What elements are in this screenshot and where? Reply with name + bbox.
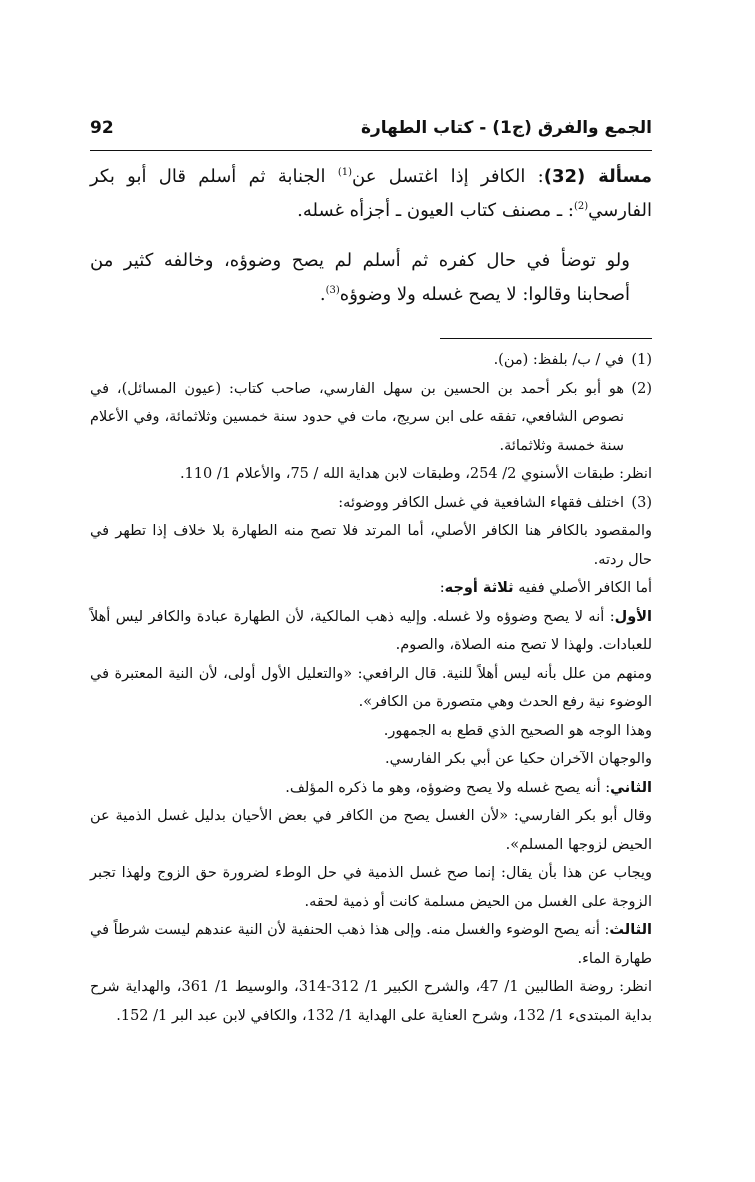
third-view-text: : أنه يصح الوضوء والغسل منه. وإلى هذا ذهب الحنفية لأن النية عندهم ليست شرطاً في طهارة الماء. [90, 922, 652, 967]
footnote-3-p6: والوجهان الآخران حكيا عن أبي بكر الفارسي. [385, 751, 652, 767]
footnote-3-p10 [90, 916, 652, 973]
body-paragraph-text: ولو توضأ في حال كفره ثم أسلم لم يصح وضوؤه، وخالفه كثير من أصحابنا وقالوا: لا يصح غسله ولا وضوؤه [90, 250, 630, 305]
second-view-text: : أنه يصح غسله ولا يصح وضوؤه، وهو ما ذكره المؤلف. [285, 779, 611, 796]
footnote-3-p2-text: أما الكافر الأصلي ففيه [513, 580, 652, 596]
footnote-3-p3 [90, 603, 652, 660]
body-paragraph [90, 244, 652, 312]
main-text [90, 160, 652, 312]
footnotes [90, 346, 652, 1030]
footnote-2-text: هو أبو بكر أحمد بن الحسين بن سهل الفارسي، صاحب كتاب: (عيون المسائل)، في نصوص الشافعي، تفقه على ابن سريج، مات في حدود سنة خمسين وثلاثمائة، وفي الأعلام سنة خمسة وثلاثمائة. [90, 380, 624, 454]
masala-text-1: : الكافر إذا اغتسل عن [352, 166, 544, 187]
page-number: 92 [90, 118, 114, 138]
footnote-number: (3) [631, 494, 652, 511]
footnote-3-source: انظر: روضة الطالبين 1/ 47، والشرح الكبير 1/ 312-314، والوسيط 1/ 361، والهداية شرح بداية المبتدىء 1/ 132، وشرح العناية على الهداية 1/ 132، والكافي لابن عبد البر 1/ 152. [90, 979, 652, 1024]
running-title: الجمع والفرق (ج1) - كتاب الطهارة [360, 118, 652, 138]
footnote-3-p7 [90, 774, 652, 803]
footnote-3-p8: وقال أبو بكر الفارسي: «لأن الغسل يصح من الكافر في بعض الأحيان بدليل غسل الذمية عن الحيض لزوجها المسلم». [90, 808, 652, 853]
footnote-3-p2-end: : [439, 580, 445, 596]
footnote-rule [440, 338, 652, 339]
running-header [90, 118, 652, 148]
footnote-1 [90, 346, 652, 375]
footnote-number: (2) [631, 380, 652, 397]
footnote-3-intro: اختلف فقهاء الشافعية في غسل الكافر ووضوئه: [338, 494, 624, 511]
body-paragraph-end: . [319, 284, 326, 305]
footnote-2-source: انظر: طبقات الأسنوي 2/ 254، وطبقات لابن هداية الله / 75، والأعلام 1/ 110. [179, 466, 652, 482]
first-view-label: الأول [614, 608, 652, 625]
footnote-ref-2: (2) [573, 201, 589, 212]
second-view-label: الثاني [610, 779, 652, 796]
footnote-1-text: في / ب/ بلفظ: (من). [493, 352, 624, 368]
footnote-3-p2 [90, 574, 652, 603]
masala-paragraph [90, 160, 652, 228]
footnote-3-p4: ومنهم من علل بأنه ليس أهلاً للنية. قال الرافعي: «والتعليل الأول أولى، لأن النية المعتبرة في الوضوء نية رفع الحدث وهي متصورة من الكافر». [90, 665, 652, 710]
masala-label: مسألة (32) [543, 166, 652, 187]
footnote-2 [90, 375, 652, 489]
first-view-text: : أنه لا يصح وضوؤه ولا غسله. وإليه ذهب المالكية، لأن الطهارة عبادة والكافر ليس أهلاً للعبادات. ولهذا لا تصح منه الصلاة، والصوم. [90, 608, 652, 653]
header-rule [90, 150, 652, 151]
footnote-3-p5: وهذا الوجه هو الصحيح الذي قطع به الجمهور. [383, 722, 652, 739]
footnote-3-p2-bold: ثلاثة أوجه [444, 580, 514, 596]
masala-text-2: الجنابة ثم أسلم قال أبو بكر الفارسي [90, 166, 652, 221]
footnote-ref-3: (3) [325, 285, 340, 296]
footnote-number: (1) [631, 352, 652, 368]
footnote-3 [90, 489, 652, 1031]
footnote-3-p9: ويجاب عن هذا بأن يقال: إنما صح غسل الذمية في حل الوطء لضرورة حق الزوج ولهذا تجبر الزوجة على الغسل من الحيض مسلمة كانت أو ذمية لحقه. [90, 865, 652, 910]
footnote-ref-1: (1) [337, 167, 353, 178]
masala-text-3: : ـ مصنف كتاب العيون ـ أجزأه غسله. [297, 200, 574, 221]
footnote-3-p1: والمقصود بالكافر هنا الكافر الأصلي، أما المرتد فلا تصح منه الطهارة بلا خلاف إذا تطهر في حال ردته. [90, 523, 652, 568]
third-view-label: الثالث [609, 922, 652, 938]
